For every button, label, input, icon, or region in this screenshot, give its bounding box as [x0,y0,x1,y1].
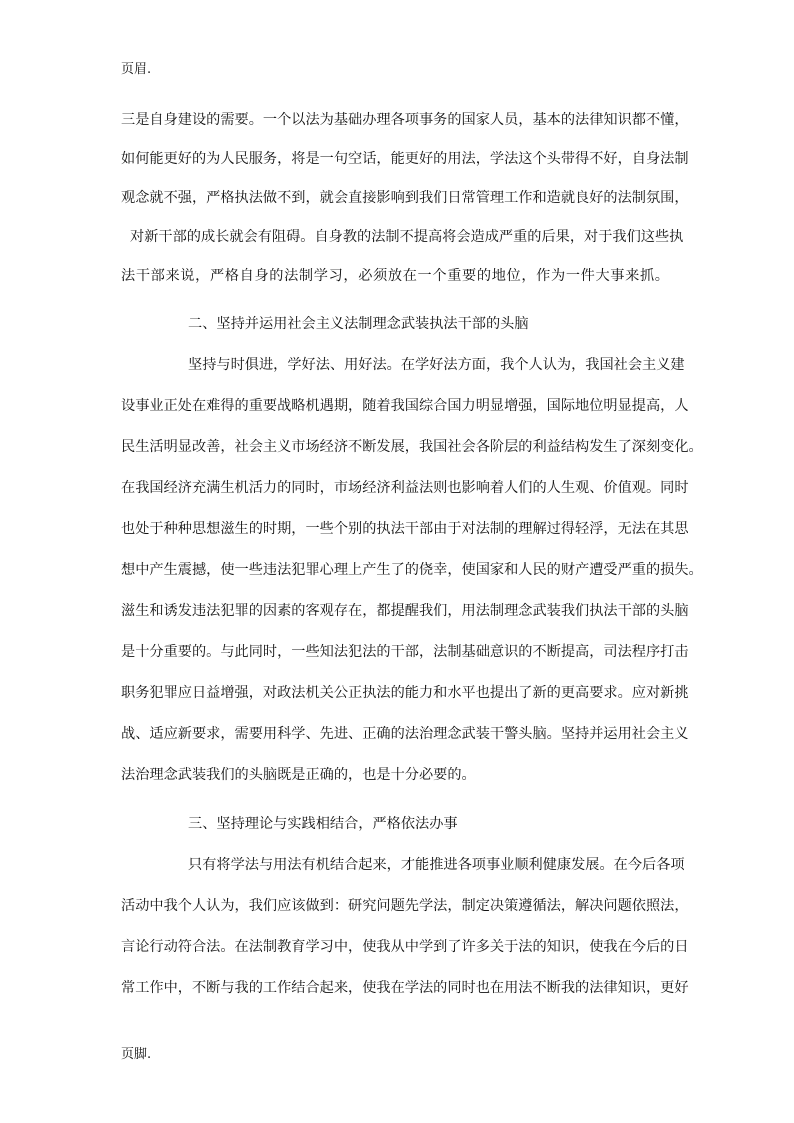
paragraph-line: 法治理念武装我们的头脑既是正确的，也是十分必要的。 [121,767,476,783]
paragraph-line: 是十分重要的。与此同时，一些知法犯法的干部，法制基础意识的不断提高，司法程序打击 [121,644,689,660]
section-heading: 三、坚持理论与实践相结合，严格依法办事 [188,816,458,832]
paragraph-line: 言论行动符合法。在法制教育学习中，使我从中学到了许多关于法的知识，使我在今后的日 [121,939,689,955]
paragraph-line: 也处于种种思想滋生的时期，一些个别的执法干部由于对法制的理解过得轻浮，无法在其思 [121,521,689,537]
paragraph-line: 坚持与时俱进，学好法、用好法。在学好法方面，我个人认为，我国社会主义建 [188,357,685,373]
paragraph-line: 观念就不强，严格执法做不到，就会直接影响到我们日常管理工作和造就良好的法制氛围， [121,190,689,206]
paragraph-line: 如何能更好的为人民服务，将是一句空话，能更好的用法，学法这个头带得不好，自身法制 [121,151,689,167]
paragraph-line: 三是自身建设的需要。一个以法为基础办理各项事务的国家人员，基本的法律知识都不懂， [121,112,689,128]
page-header: 页眉. [121,62,152,77]
paragraph-line: 职务犯罪应日益增强，对政法机关公正执法的能力和水平也提出了新的更高要求。应对新挑 [121,685,689,701]
paragraph-line: 对新干部的成长就会有阻碍。自身教的法制不提高将会造成严重的后果，对于我们这些执 [130,229,684,245]
paragraph-line: 战、适应新要求，需要用科学、先进、正确的法治理念武装干警头脑。坚持并运用社会主义 [121,726,689,742]
paragraph-line: 设事业正处在难得的重要战略机遇期，随着我国综合国力明显增强，国际地位明显提高，人 [121,398,689,414]
paragraph-line: 活动中我个人认为，我们应该做到：研究问题先学法，制定决策遵循法，解决问题依照法， [121,898,689,914]
paragraph-line: 法干部来说，严格自身的法制学习，必须放在一个重要的地位，作为一件大事来抓。 [121,268,670,284]
section-heading: 二、坚持并运用社会主义法制理念武装执法干部的头脑 [188,316,529,332]
paragraph-line: 常工作中，不断与我的工作结合起来，使我在学法的同时也在用法不断我的法律知识，更好 [121,980,689,996]
paragraph-line: 只有将学法与用法有机结合起来，才能推进各项事业顺利健康发展。在今后各项 [188,857,685,873]
paragraph-line: 民生活明显改善，社会主义市场经济不断发展，我国社会各阶层的利益结构发生了深刻变化。 [121,439,703,455]
paragraph-line: 在我国经济充满生机活力的同时，市场经济利益法则也影响着人们的人生观、价值观。同时 [121,480,689,496]
paragraph-line: 滋生和诱发违法犯罪的因素的客观存在，都提醒我们，用法制理念武装我们执法干部的头脑 [121,603,689,619]
page-footer: 页脚. [121,1047,152,1062]
paragraph-line: 想中产生震撼，使一些违法犯罪心理上产生了的侥幸，使国家和人民的财产遭受严重的损失。 [121,562,703,578]
